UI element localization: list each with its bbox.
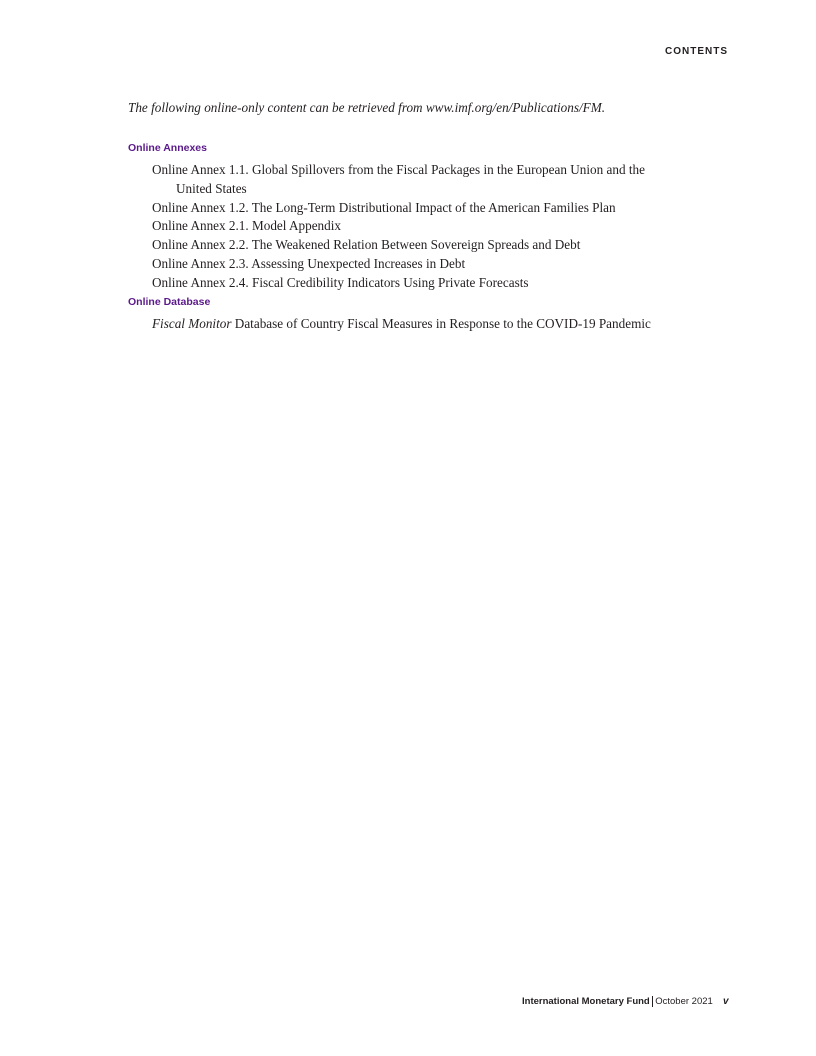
footer-date: October 2021	[655, 996, 713, 1007]
footer-separator	[652, 996, 654, 1007]
running-head: CONTENTS	[665, 46, 728, 57]
section-heading-online-annexes: Online Annexes	[128, 142, 207, 154]
footer	[522, 996, 713, 1007]
annex-item-2-3[interactable]: Online Annex 2.3. Assessing Unexpected Increases in Debt	[152, 255, 466, 271]
intro-text: The following online-only content can be retrieved from www.imf.org/en/Publications/FM.	[128, 100, 606, 115]
section-heading-online-database: Online Database	[128, 296, 211, 308]
footer-publisher: International Monetary Fund	[522, 996, 650, 1007]
database-item[interactable]	[152, 316, 651, 332]
page-number: v	[723, 996, 729, 1007]
annex-item-1-1[interactable]: Online Annex 1.1. Global Spillovers from the Fiscal Packages in the European Union and the United States	[152, 162, 645, 196]
database-item-italic: Fiscal Monitor	[152, 316, 232, 331]
annex-item-2-2[interactable]: Online Annex 2.2. The Weakened Relation Between Sovereign Spreads and Debt	[152, 237, 581, 253]
annex-item-2-4[interactable]: Online Annex 2.4. Fiscal Credibility Indicators Using Private Forecasts	[152, 274, 529, 290]
annex-item-1-2[interactable]: Online Annex 1.2. The Long-Term Distributional Impact of the American Families Plan	[152, 199, 616, 215]
database-item-rest: Database of Country Fiscal Measures in Response to the COVID-19 Pandemic	[231, 316, 651, 331]
annex-item-2-1[interactable]: Online Annex 2.1. Model Appendix	[152, 218, 342, 234]
annex-list	[152, 161, 682, 293]
